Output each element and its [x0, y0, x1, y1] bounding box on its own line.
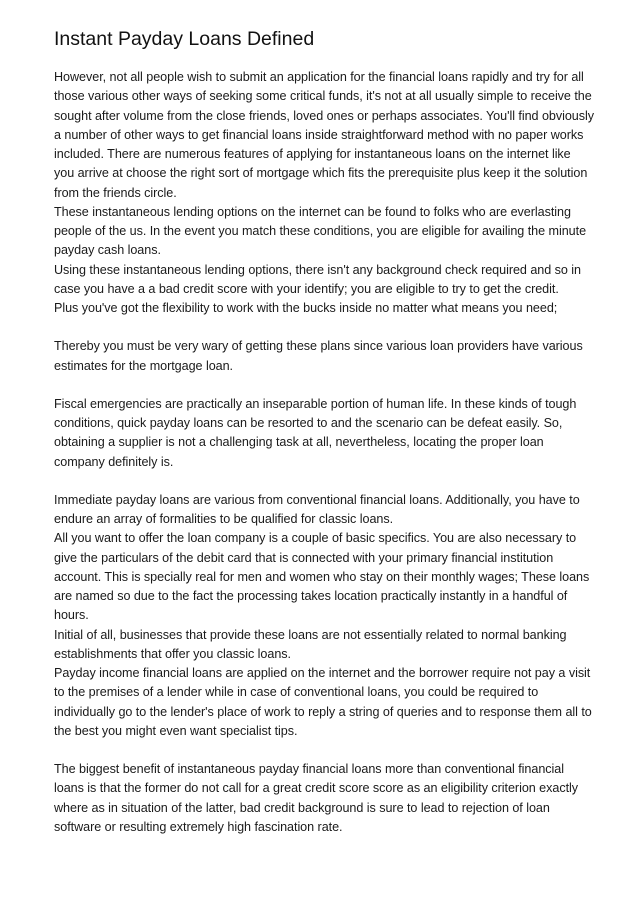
paragraph-1: However, not all people wish to submit an application for the financial loans rapidly and try for all those various other ways of seeking some critical funds, it's not at all usually simple to receive the sought after volume from the close friends, loved ones or perhaps associates. You'll find obviously a number of other ways to get financial loans inside straightforward method with no paper works included. There are numerous features of applying for instantaneous loans on the internet like you arrive at choose the right sort of mortgage which fits the prerequisite plus keep it the solution from the friends circle. [54, 70, 594, 200]
paragraph-9: Initial of all, businesses that provide these loans are not essentially related to normal banking establishments that offer you classic loans. [54, 627, 567, 661]
paragraph-7: Immediate payday loans are various from conventional financial loans. Additionally, you have to endure an array of formalities to be qualified for classic loans. [54, 492, 580, 526]
paragraph-spacer [54, 376, 594, 395]
paragraph-8: All you want to offer the loan company is a couple of basic specifics. You are also necessary to give the particulars of the debit card that is connected with your primary financial institution account. This is specially real for men and women who stay on their monthly wages; These loans are named so due to the fact the processing takes location practically instantly in a handful of hours. [54, 531, 590, 623]
paragraph-spacer [54, 318, 594, 337]
paragraph-spacer [54, 741, 594, 760]
paragraph-2: These instantaneous lending options on the internet can be found to folks who are everlasting people of the us. In the event you match these conditions, you are eligible for availing the minute payday cash loans. [54, 204, 587, 258]
paragraph-6: Fiscal emergencies are practically an inseparable portion of human life. In these kinds of tough conditions, quick payday loans can be resorted to and the scenario can be defeat easily. So, obtaining a supplier is not a challenging task at all, nevertheless, locating the proper loan company definitely is. [54, 396, 577, 469]
document-body [54, 68, 594, 837]
paragraph-11: The biggest benefit of instantaneous payday financial loans more than conventional financial loans is that the former do not call for a great credit score score as an eligibility criterion exactly where as in situation of the latter, bad credit background is sure to lead to rejection of loan software or resulting extremely high fascination rate. [54, 762, 579, 834]
document-page [54, 26, 594, 837]
paragraph-5: Thereby you must be very wary of getting these plans since various loan providers have various estimates for the mortgage loan. [54, 339, 583, 373]
paragraph-10: Payday income financial loans are applied on the internet and the borrower require not pay a visit to the premises of a lender while in case of conventional loans, you could be required to individually go to the lender's place of work to reply a string of queries and to response them all to the best you might even want specialist tips. [54, 666, 592, 738]
paragraph-spacer [54, 472, 594, 491]
paragraph-4: Plus you've got the flexibility to work with the bucks inside no matter what means you need; [54, 301, 558, 315]
paragraph-3: Using these instantaneous lending options, there isn't any background check required and so in case you have a a bad credit score with your identify; you are eligible to try to get the credit. [54, 262, 581, 296]
document-title: Instant Payday Loans Defined [54, 28, 315, 50]
